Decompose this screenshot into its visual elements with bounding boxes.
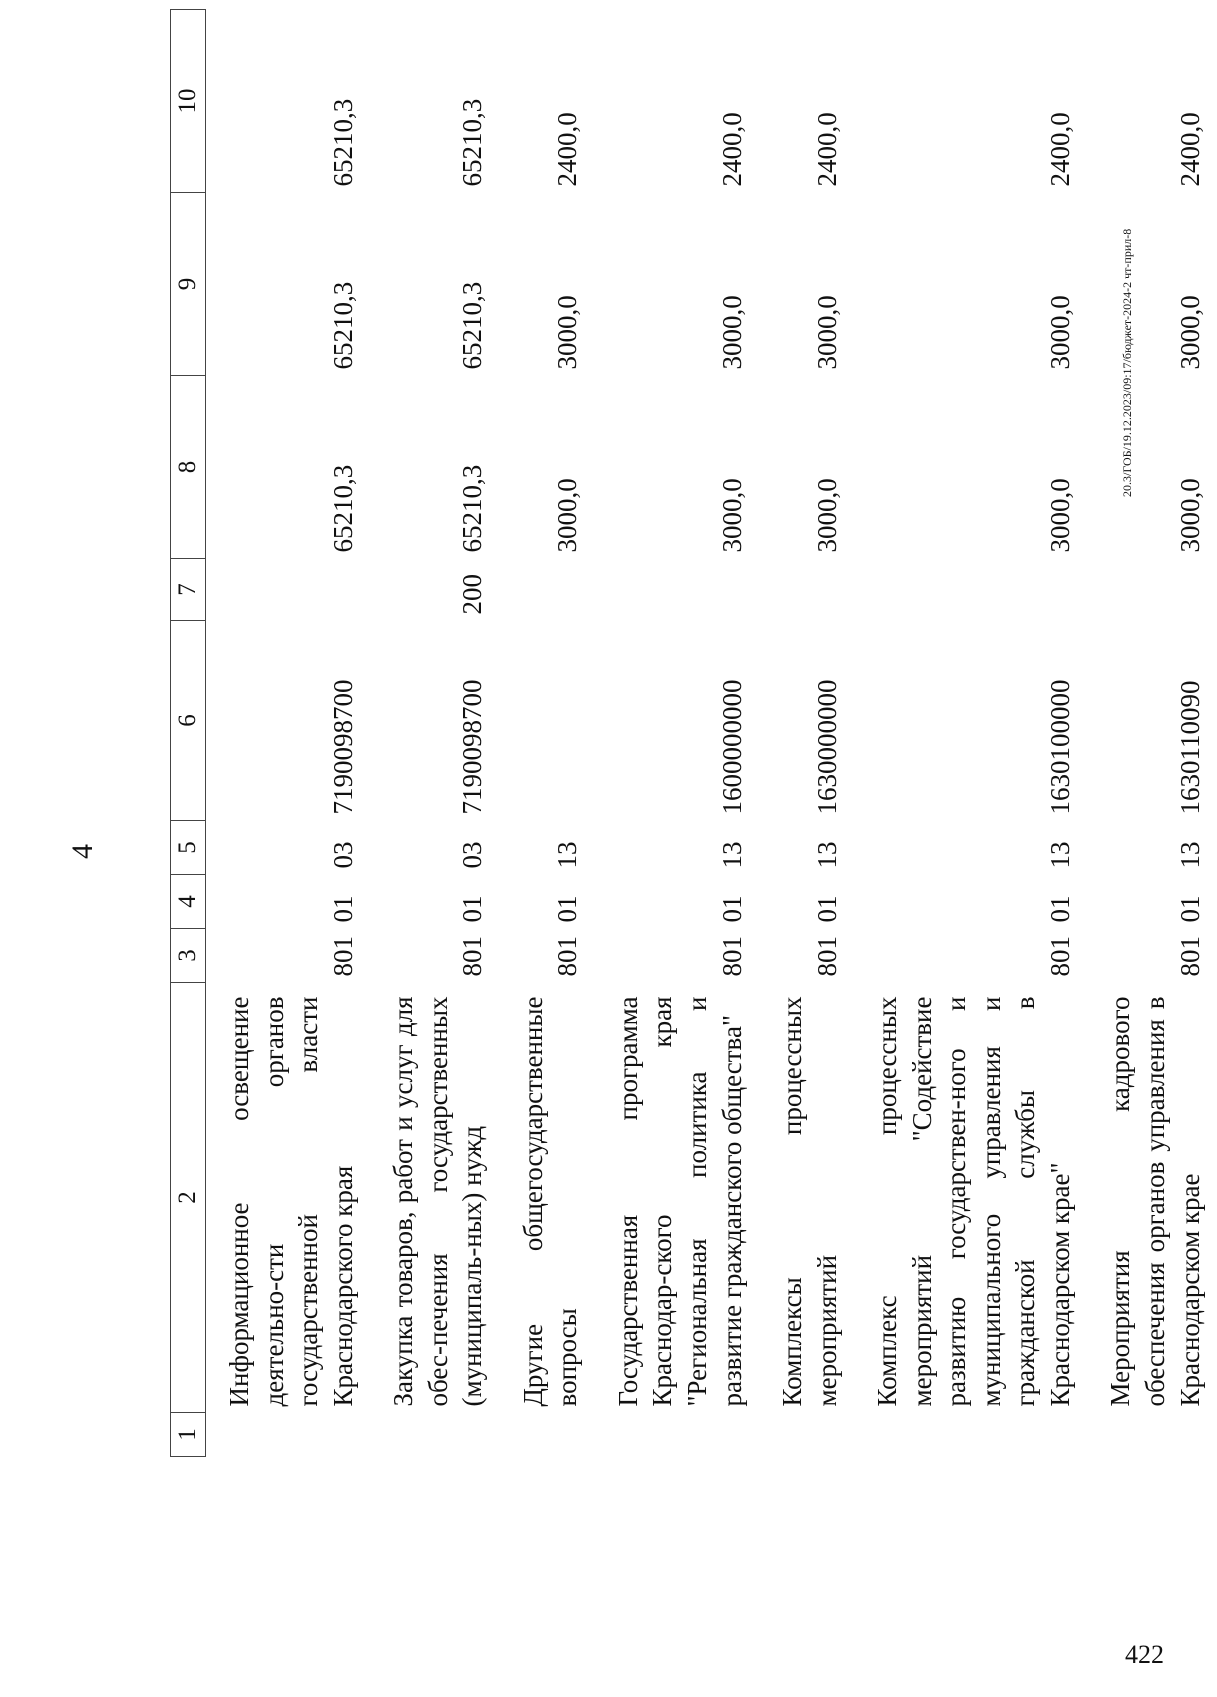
cell-col9: 3000,0 xyxy=(1174,295,1205,370)
cell-col3: 801 xyxy=(1174,936,1205,977)
document-reference: 20.3/ГОБ/19.12.2023/09:17/бюджет-2024-2 чт-прил-8 xyxy=(1120,228,1134,497)
cell-col9: 3000,0 xyxy=(811,295,842,370)
cell-col3: 801 xyxy=(327,936,358,977)
row-description: Государственная программа Краснодар-ского края "Региональная политика и развитие гражданского общества" xyxy=(612,996,747,1407)
cell-col3: 801 xyxy=(1044,936,1075,977)
column-header: 2 xyxy=(171,983,206,1413)
column-header: 8 xyxy=(171,376,206,559)
cell-col6: 7190098700 xyxy=(327,679,358,815)
cell-col10: 65210,3 xyxy=(327,98,358,187)
cell-col9: 3000,0 xyxy=(552,295,583,370)
cell-col3: 801 xyxy=(811,936,842,977)
cell-col6: 1630110090 xyxy=(1174,680,1205,815)
column-header: 9 xyxy=(171,193,206,376)
cell-col4: 01 xyxy=(1044,895,1075,923)
cell-col3: 801 xyxy=(457,936,488,977)
page-number: 4 xyxy=(66,844,99,859)
column-header: 1 xyxy=(171,1413,206,1457)
cell-col6: 1630100000 xyxy=(1044,679,1075,815)
column-header: 6 xyxy=(171,621,206,821)
table-row xyxy=(759,10,854,1457)
cell-col7 xyxy=(595,559,759,621)
column-header: 3 xyxy=(171,929,206,983)
row-description: Закупка товаров, работ и услуг для обес-печения государственных (муниципаль-ных) нужд xyxy=(388,996,488,1407)
row-description: Комплекс процессных мероприятий "Содействие развитию государствен-ного и муниципального управления и гражданской службы в Краснодарском крае" xyxy=(872,996,1075,1407)
header-row xyxy=(171,10,206,1457)
column-header: 10 xyxy=(171,10,206,193)
cell-col5: 03 xyxy=(327,841,358,869)
cell-col4: 01 xyxy=(457,895,488,923)
cell-col5: 13 xyxy=(1174,841,1205,869)
cell-col8: 3000,0 xyxy=(1044,478,1075,553)
table-row xyxy=(500,10,595,1457)
cell-col3: 801 xyxy=(716,936,747,977)
cell-col6: 1600000000 xyxy=(716,679,747,815)
cell-col10: 2400,0 xyxy=(716,112,747,187)
column-header: 5 xyxy=(171,821,206,875)
table-row xyxy=(370,10,500,1457)
cell-col7 xyxy=(854,559,1087,621)
table-row xyxy=(1087,10,1217,1457)
cell-col9: 3000,0 xyxy=(1044,295,1075,370)
table-row xyxy=(206,10,371,1457)
row-description: Информационное освещение деятельно-сти органов государственной власти Краснодарского края xyxy=(224,996,358,1407)
cell-col4: 01 xyxy=(716,895,747,923)
cell-col7 xyxy=(500,559,595,621)
cell-col9: 65210,3 xyxy=(457,281,488,370)
cell-col9: 3000,0 xyxy=(716,295,747,370)
cell-col8: 65210,3 xyxy=(327,464,358,553)
cell-col7 xyxy=(1087,559,1217,621)
cell-col5: 13 xyxy=(552,841,583,869)
cell-col6: 1630000000 xyxy=(811,679,842,815)
row-description: Другие общегосударственные вопросы xyxy=(517,996,583,1407)
cell-col8: 3000,0 xyxy=(552,478,583,553)
cell-col10: 2400,0 xyxy=(1044,112,1075,187)
cell-col9: 65210,3 xyxy=(327,281,358,370)
row-description: Мероприятия кадрового обеспечения органов управления в Краснодарском крае xyxy=(1105,996,1205,1407)
cell-col8: 3000,0 xyxy=(811,478,842,553)
cell-col7: 200 xyxy=(457,574,488,615)
cell-col5: 03 xyxy=(457,841,488,869)
budget-table xyxy=(170,9,1217,1457)
cell-col8: 3000,0 xyxy=(716,478,747,553)
cell-col4: 01 xyxy=(811,895,842,923)
cell-col7 xyxy=(759,559,854,621)
cell-col10: 2400,0 xyxy=(1174,112,1205,187)
cell-col10: 65210,3 xyxy=(457,98,488,187)
table-row xyxy=(595,10,759,1457)
cell-col10: 2400,0 xyxy=(811,112,842,187)
column-header: 7 xyxy=(171,559,206,621)
cell-col4: 01 xyxy=(1174,895,1205,923)
cell-col5: 13 xyxy=(1044,841,1075,869)
column-header: 4 xyxy=(171,875,206,929)
cell-col8: 65210,3 xyxy=(457,464,488,553)
cell-col3: 801 xyxy=(552,936,583,977)
cell-col5: 13 xyxy=(811,841,842,869)
cell-col4: 01 xyxy=(552,895,583,923)
cell-col5: 13 xyxy=(716,841,747,869)
cell-col4: 01 xyxy=(327,895,358,923)
cell-col8: 3000,0 xyxy=(1174,478,1205,553)
cell-col6 xyxy=(500,621,595,821)
row-description: Комплексы процессных мероприятий xyxy=(777,996,842,1407)
cell-col7 xyxy=(206,559,371,621)
cell-col10: 2400,0 xyxy=(552,112,583,187)
sheet-number: 422 xyxy=(1125,1640,1164,1669)
table-row xyxy=(854,10,1087,1457)
cell-col6: 7190098700 xyxy=(457,679,488,815)
